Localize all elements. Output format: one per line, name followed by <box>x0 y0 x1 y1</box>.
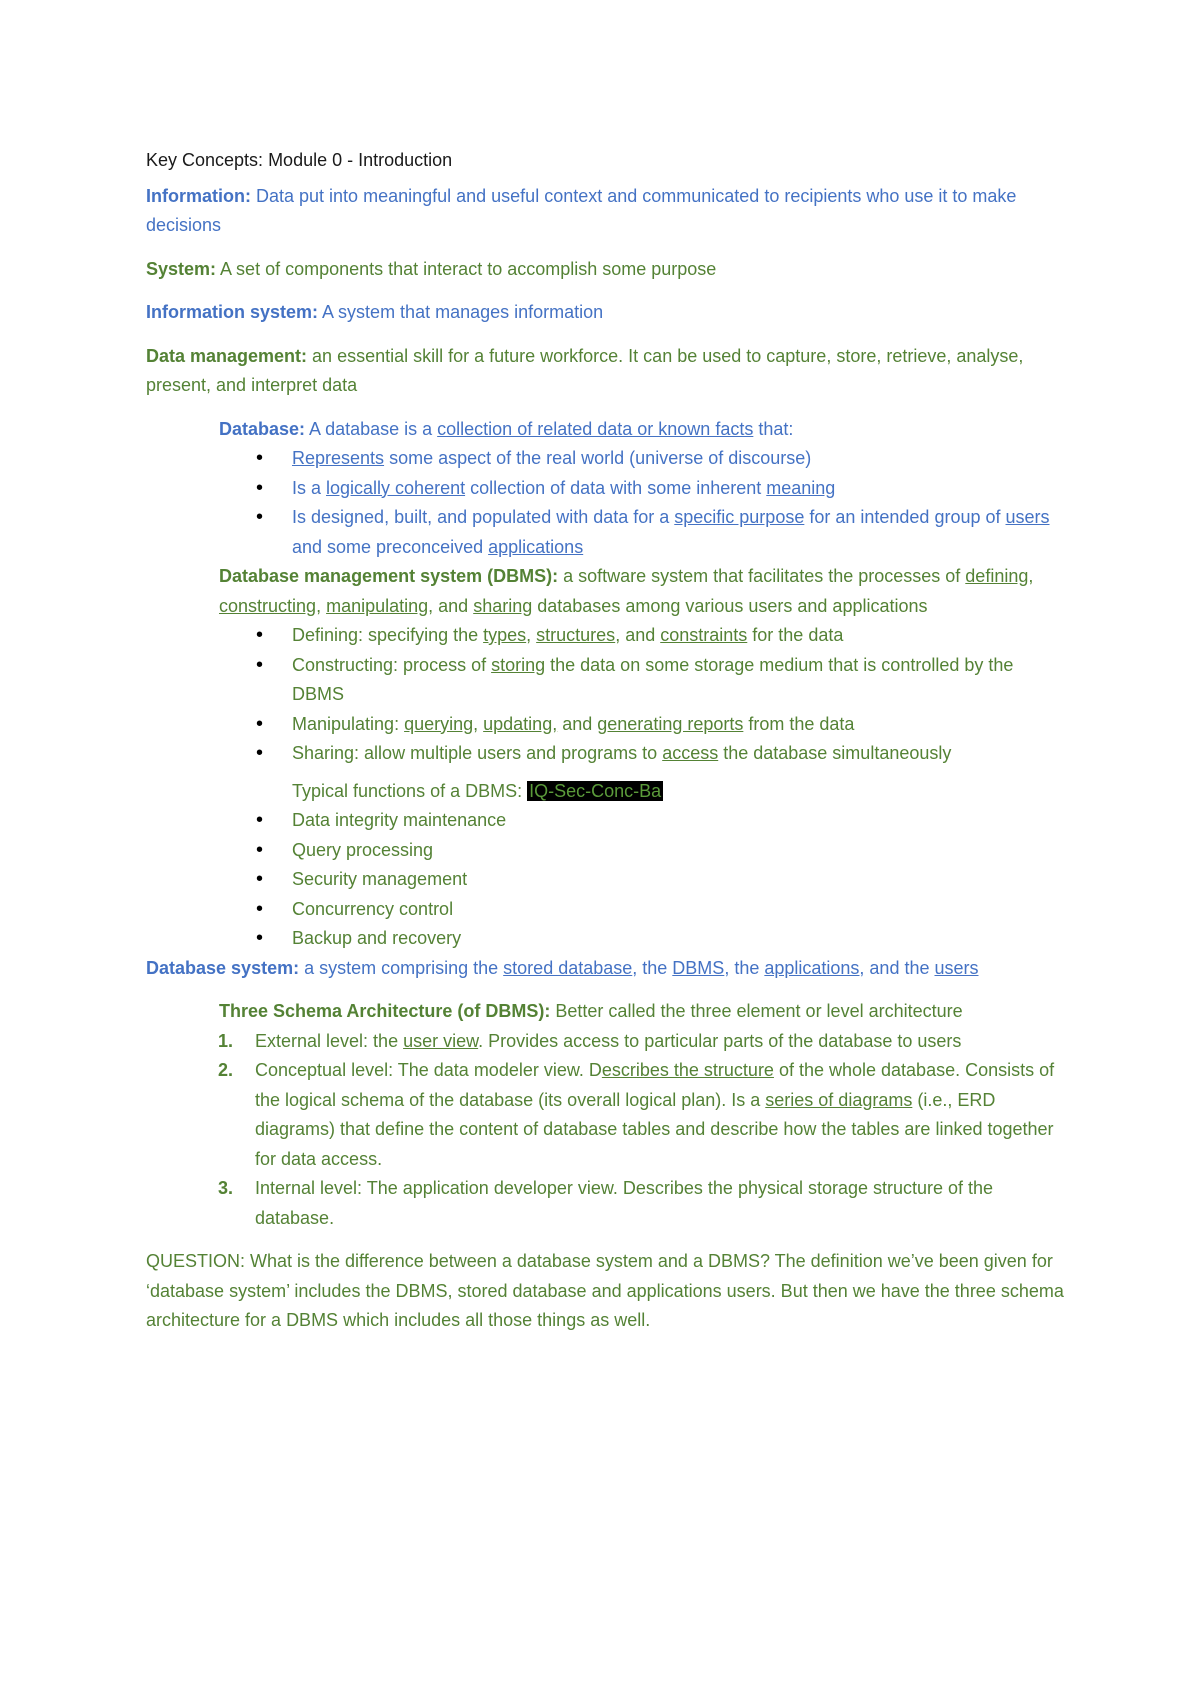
definition-text: a software system that facilitates the processes of <box>558 566 966 586</box>
item-text: and <box>557 713 598 734</box>
item-text: Is designed, built, and populated with data for a <box>292 507 675 527</box>
typical-functions-list <box>146 806 1066 954</box>
term-database: Database: <box>219 418 306 439</box>
definition-text: an essential skill for a future workforce. It can be used to capture, store, retrieve, analyse, present, and interpret data <box>146 345 1024 395</box>
item-text: Manipulating: <box>292 713 405 734</box>
item-text: the database simultaneously <box>718 743 952 763</box>
three-schema-definition <box>219 997 1066 1027</box>
item-number: 1. <box>218 1030 234 1051</box>
list-item <box>218 1027 1066 1057</box>
typical-functions-heading <box>292 777 1066 807</box>
dbms-bullet-list <box>146 621 1066 769</box>
item-text: collection of data with some inherent <box>465 477 767 498</box>
item-text: some aspect of the real world (universe of discourse) <box>384 448 812 468</box>
underlined-phrase: constraints <box>660 625 748 645</box>
list-item: • Query processing <box>292 836 1066 866</box>
underlined-phrase: specific purpose <box>674 507 805 527</box>
item-text: Internal level: The application developer view. Describes the physical storage structure of the database. <box>255 1178 994 1228</box>
underlined-phrase: applications <box>488 536 584 557</box>
item-text: the data on some storage medium that is controlled by the DBMS <box>292 654 1014 704</box>
item-text: and some preconceived <box>292 536 489 557</box>
definition-text: , the <box>724 957 765 978</box>
item-text: Defining: specifying the <box>292 625 484 645</box>
highlighted-mnemonic: IQ-Sec-Conc-Ba <box>529 780 662 801</box>
item-number: 3. <box>218 1178 234 1198</box>
list-item: • Data integrity maintenance <box>292 806 1066 836</box>
database-system-definition <box>146 954 1066 984</box>
term-dbms: Database management system (DBMS): <box>219 566 559 586</box>
underlined-phrase: escribes the structure <box>601 1060 774 1080</box>
item-text: External level: the <box>255 1030 404 1051</box>
definition-text: A set of components that interact to accomplish some purpose <box>216 258 717 279</box>
definition-text: Better called the three element or level architecture <box>550 1001 963 1021</box>
item-text: for an intended group of <box>804 507 1006 527</box>
list-item <box>292 474 1066 504</box>
list-item <box>292 710 1066 740</box>
list-item <box>292 651 1066 710</box>
list-item <box>218 1174 1066 1233</box>
term-information: Information: <box>146 185 251 206</box>
item-text: , <box>473 713 484 734</box>
underlined-phrase: defining <box>965 566 1029 586</box>
list-item <box>292 503 1066 562</box>
database-bullet-list <box>146 444 1066 562</box>
term-information-system: Information system: <box>146 302 319 322</box>
underlined-phrase: users <box>934 957 979 978</box>
page-title: Key Concepts: Module 0 - Introduction <box>146 150 453 170</box>
list-item <box>292 444 1066 474</box>
information-definition <box>146 182 1066 241</box>
underlined-phrase: collection of related data or known facts <box>437 418 754 439</box>
three-schema-list <box>146 1027 1066 1234</box>
document-page <box>146 146 1066 1336</box>
list-item <box>218 1056 1066 1174</box>
item-text: for the data <box>747 625 844 645</box>
dbms-definition <box>219 562 1066 621</box>
item-number: 2. <box>218 1060 234 1080</box>
item-text: . Provides access to particular parts of the database to users <box>478 1030 962 1051</box>
list-item: • Concurrency control <box>292 895 1066 925</box>
underlined-phrase: stored database <box>503 957 633 978</box>
item-text: Conceptual level: The data modeler view. D <box>255 1060 602 1080</box>
underlined-phrase: series of diagrams <box>765 1089 913 1110</box>
definition-text: Data put into meaningful and useful context and communicated to recipients who use it to make decisions <box>146 185 1017 235</box>
term-three-schema: Three Schema Architecture (of DBMS): <box>219 1001 551 1021</box>
list-item <box>292 739 1066 769</box>
system-definition <box>146 255 1066 285</box>
data-management-definition <box>146 342 1066 401</box>
underlined-phrase: meaning <box>766 477 836 498</box>
underlined-phrase: applications, <box>764 957 865 978</box>
underlined-phrase: user view <box>403 1030 479 1051</box>
underlined-phrase: logically coherent <box>326 477 466 498</box>
list-item: • Backup and recovery <box>292 924 1066 954</box>
item-text: Constructing: process of <box>292 654 492 675</box>
question-paragraph: QUESTION: What is the difference between a database system and a DBMS? The definition we’ve been given for ‘database system’ includes the DBMS, stored database and applications users. But then we have the three schema architecture for a DBMS which includes all those things as well. <box>146 1251 1064 1330</box>
item-text: Is a <box>292 477 327 498</box>
underlined-phrase: users <box>1005 507 1050 527</box>
item-text: from the data <box>743 713 855 734</box>
underlined-phrase: types <box>483 625 527 645</box>
information-system-definition <box>146 298 1066 328</box>
item-text: Sharing: allow multiple users and programs to <box>292 743 663 763</box>
definition-text: and the <box>864 957 935 978</box>
definition-text: a system comprising the <box>299 957 504 978</box>
definition-text: A database is a <box>305 418 438 439</box>
underlined-phrase: constructing <box>219 595 317 616</box>
list-item <box>292 621 1066 651</box>
definition-text: , and <box>428 595 474 616</box>
underlined-phrase: sharing <box>473 595 533 616</box>
underlined-phrase: generating reports <box>597 713 744 734</box>
underlined-phrase: Represents <box>292 448 385 468</box>
underlined-phrase: DBMS <box>672 957 725 978</box>
database-definition <box>219 415 1066 445</box>
definition-text: , <box>1028 566 1034 586</box>
term-database-system: Database system: <box>146 957 300 978</box>
definition-text: databases among various users and applications <box>532 595 928 616</box>
definition-text: , the <box>632 957 673 978</box>
definition-text: A system that manages information <box>318 302 604 322</box>
item-text: of the whole database. Consists of the logical schema of the database (its overall logical plan). Is a <box>255 1060 1055 1110</box>
list-item: • Security management <box>292 865 1066 895</box>
definition-text: , <box>316 595 327 616</box>
underlined-phrase: structures <box>536 625 616 645</box>
item-text: , <box>526 625 537 645</box>
underlined-phrase: access <box>662 743 719 763</box>
underlined-phrase: manipulating <box>326 595 429 616</box>
term-data-management: Data management: <box>146 345 308 366</box>
underlined-phrase: storing <box>491 654 546 675</box>
definition-text: that: <box>753 418 794 439</box>
underlined-phrase: updating, <box>483 713 558 734</box>
item-text: (i.e., ERD diagrams) that define the content of database tables and describe how the tables are linked together for data access. <box>255 1089 1054 1169</box>
term-system: System: <box>146 258 217 279</box>
item-text: , and <box>615 625 661 645</box>
underlined-phrase: querying <box>404 713 474 734</box>
typical-functions-label: Typical functions of a DBMS: <box>292 780 528 801</box>
